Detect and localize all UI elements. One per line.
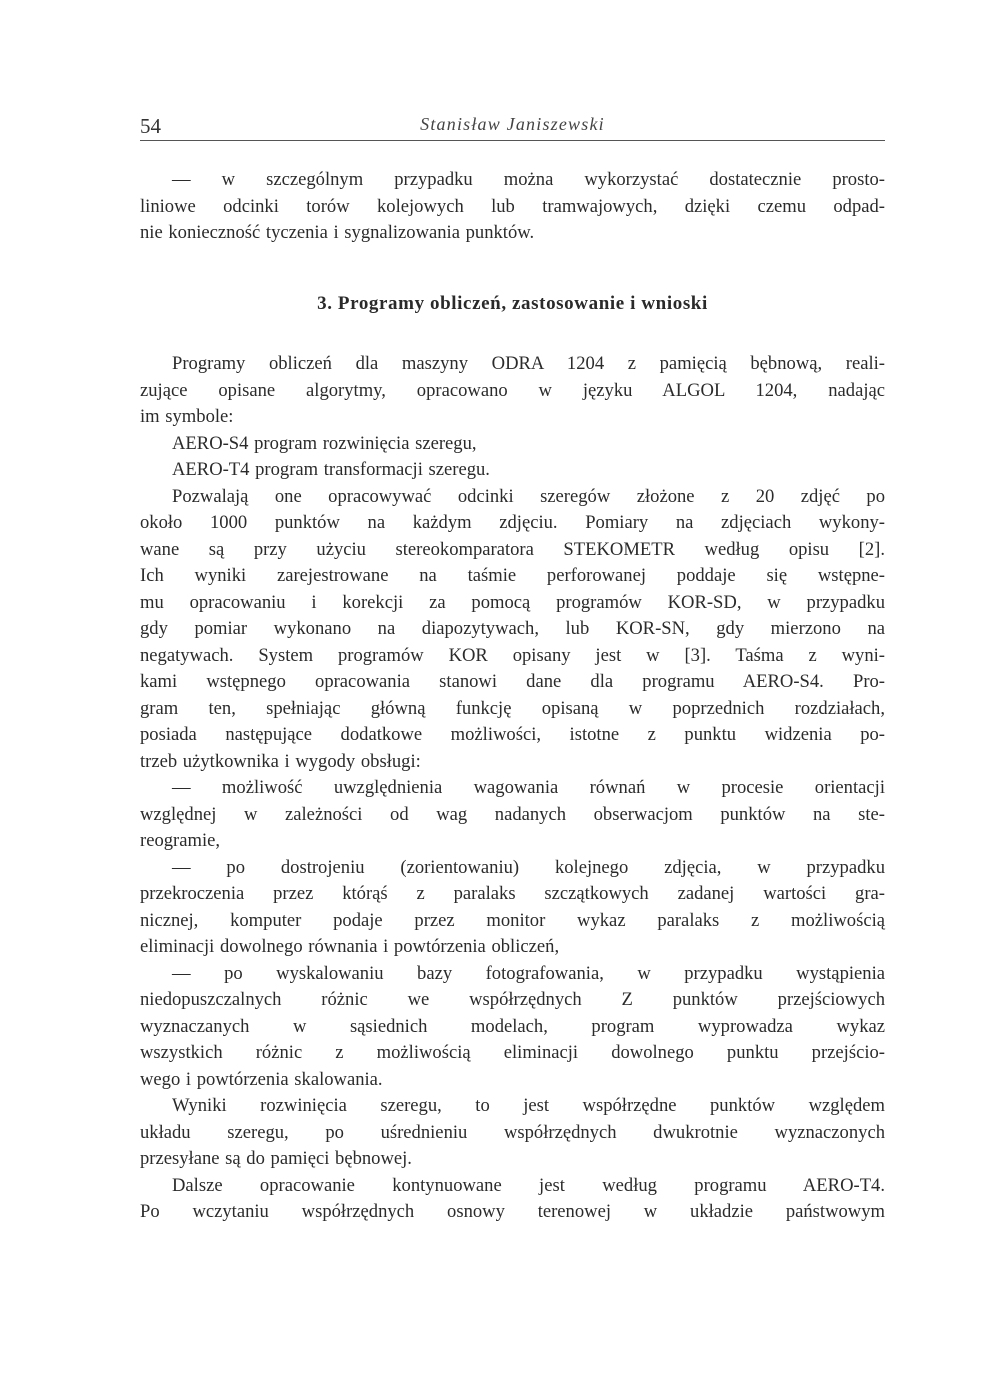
text-line: — w szczególnym przypadku można wykorzystać dostatecznie prosto- bbox=[172, 169, 885, 190]
text-line: kami wstępnego opracowania stanowi dane dla programu AERO-S4. Pro- bbox=[140, 671, 885, 692]
paragraph-further-processing bbox=[140, 1173, 885, 1226]
text-line: zujące opisane algorytmy, opracowano w języku ALGOL 1204, nadając bbox=[140, 379, 885, 401]
list-item-scaling bbox=[140, 961, 885, 1094]
text-line: niedopuszczalnych różnic we współrzędnych Z punktów przejściowych bbox=[140, 989, 885, 1010]
text-line: negatywach. System programów KOR opisany jest w [3]. Taśma z wyni- bbox=[140, 644, 885, 666]
running-head: Stanisław Janiszewski bbox=[420, 114, 605, 134]
text-line: przekroczenia przez którąś z paralaks szczątkowych zadanej wartości gra- bbox=[140, 883, 885, 904]
text-line: Ich wyniki zarejestrowane na taśmie perforowanej poddaje się wstępne- bbox=[140, 565, 885, 586]
intro-dash-item bbox=[140, 167, 885, 247]
text-line: Pozwalają one opracowywać odcinki szeregów złożone z 20 zdjęć po bbox=[172, 485, 885, 507]
list-item-parallax bbox=[140, 855, 885, 961]
text-line: — możliwość uwzględnienia wagowania równań w procesie orientacji bbox=[172, 777, 885, 798]
page-header bbox=[140, 110, 885, 141]
symbol-item: AERO-T4 program transformacji szeregu. bbox=[172, 459, 490, 480]
text-line: — po dostrojeniu (zorientowaniu) kolejnego zdjęcia, w przypadku bbox=[172, 856, 885, 878]
text-line: wszystkich różnic z możliwością eliminacji dowolnego punktu przejścio- bbox=[140, 1042, 885, 1063]
text-line: wego i powtórzenia skalowania. bbox=[140, 1068, 383, 1090]
text-line: posiada następujące dodatkowe możliwości, istotne z punktu widzenia po- bbox=[140, 724, 885, 745]
list-item-weighting bbox=[140, 775, 885, 855]
text-line: im symbole: bbox=[140, 406, 234, 427]
text-line: układu szeregu, po uśrednieniu współrzędnych dwukrotnie wyznaczonych bbox=[140, 1121, 885, 1143]
text-line: gram ten, spełniając główną funkcję opisaną w poprzednich rozdziałach, bbox=[140, 697, 885, 719]
text-line: Dalsze opracowanie kontynuowane jest według programu AERO-T4. bbox=[172, 1174, 885, 1196]
text-line: przesyłane są do pamięci bębnowej. bbox=[140, 1148, 412, 1169]
symbol-item: AERO-S4 program rozwinięcia szeregu, bbox=[172, 432, 477, 454]
text-line: mu opracowaniu i korekcji za pomocą programów KOR-SD, w przypadku bbox=[140, 591, 885, 613]
text-line: wane są przy użyciu stereokomparatora STEKOMETR według opisu [2]. bbox=[140, 538, 885, 560]
text-line: Programy obliczeń dla maszyny ODRA 1204 z pamięcią bębnową, reali- bbox=[172, 353, 885, 374]
paragraph-programs bbox=[140, 351, 885, 431]
text-line: reogramie, bbox=[140, 830, 221, 851]
text-line: Po wczytaniu współrzędnych osnowy terenowej w układzie państwowym bbox=[140, 1201, 885, 1222]
text-line: eliminacji dowolnego równania i powtórzenia obliczeń, bbox=[140, 936, 560, 957]
text-line: gdy pomiar wykonano na diapozytywach, lub KOR-SN, gdy mierzono na bbox=[140, 618, 885, 639]
text-line: około 1000 punktów na każdym zdjęciu. Pomiary na zdjęciach wykony- bbox=[140, 512, 885, 533]
symbol-list bbox=[140, 431, 885, 484]
text-line: liniowe odcinki torów kolejowych lub tramwajowych, dzięki czemu odpad- bbox=[140, 195, 885, 217]
text-line: Wyniki rozwinięcia szeregu, to jest współrzędne punktów względem bbox=[172, 1095, 885, 1116]
section-heading: 3. Programy obliczeń, zastosowanie i wnioski bbox=[317, 292, 708, 314]
text-line: — po wyskalowaniu bazy fotografowania, w przypadku wystąpienia bbox=[172, 962, 885, 984]
text-line: trzeb użytkownika i wygody obsługi: bbox=[140, 750, 421, 772]
page-number: 54 bbox=[140, 114, 161, 138]
paragraph-results bbox=[140, 1093, 885, 1173]
body-text bbox=[140, 167, 885, 1226]
paragraph-capabilities bbox=[140, 484, 885, 776]
text-line: nicznej, komputer podaje przez monitor wykaz paralaks z możliwością bbox=[140, 909, 885, 931]
text-line: względnej w zależności od wag nadanych obserwacjom punktów na ste- bbox=[140, 803, 885, 825]
text-line: wyznaczanych w sąsiednich modelach, program wyprowadza wykaz bbox=[140, 1015, 885, 1037]
text-line: nie konieczność tyczenia i sygnalizowania punktów. bbox=[140, 222, 535, 243]
